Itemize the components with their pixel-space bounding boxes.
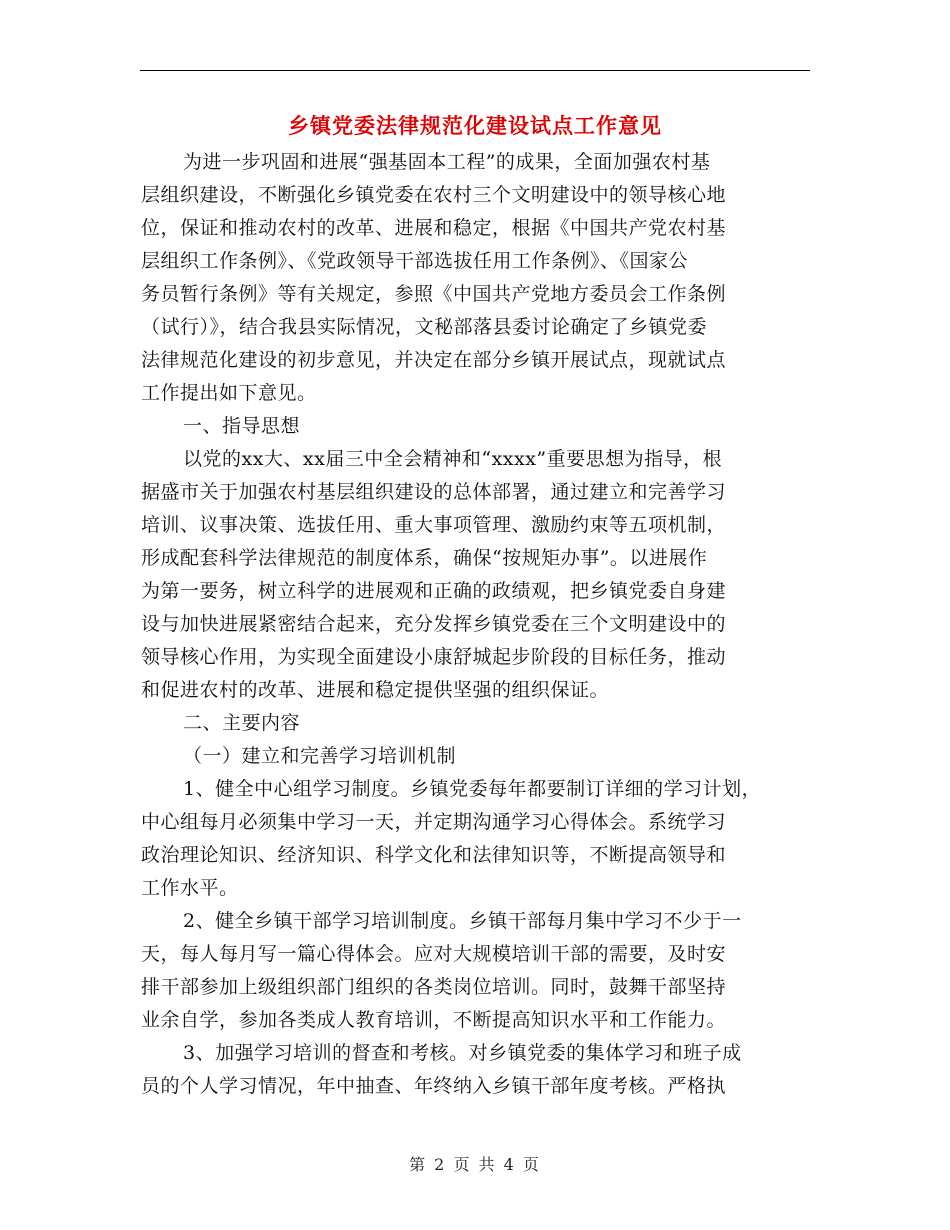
paragraph-line: （试行）》，结合我县实际情况，文秘部落县委讨论确定了乡镇党委 [141, 316, 708, 338]
section-heading: 一、指导思想 [183, 415, 301, 437]
paragraph-line: 3、加强学习培训的督查和考核。对乡镇党委的集体学习和班子成 [183, 1042, 742, 1064]
paragraph-line: 员的个人学习情况，年中抽查、年终纳入乡镇干部年度考核。严格执 [141, 1075, 727, 1097]
paragraph-line: 业余自学，参加各类成人教育培训，不断提高知识水平和工作能力。 [141, 1009, 727, 1031]
page-number: 第 2 页 共 4 页 [409, 1155, 541, 1174]
paragraph-line: 排干部参加上级组织部门组织的各类岗位培训。同时，鼓舞干部坚持 [141, 976, 727, 998]
paragraph-line: 为进一步巩固和进展“强基固本工程”的成果，全面加强农村基 [183, 151, 711, 173]
paragraph-line: 领导核心作用，为实现全面建设小康舒城起步阶段的目标任务，推动 [141, 646, 727, 668]
paragraph-line: 培训、议事决策、选拔任用、重大事项管理、激励约束等五项机制， [141, 514, 727, 536]
paragraph-line: 形成配套科学法律规范的制度体系，确保“按规矩办事”。以进展作 [141, 547, 708, 569]
document-body [141, 146, 813, 1103]
subsection-heading: （一）建立和完善学习培训机制 [183, 745, 457, 767]
paragraph-line: 2、健全乡镇干部学习培训制度。乡镇干部每月集中学习不少于一 [183, 910, 742, 932]
section-heading: 二、主要内容 [183, 712, 301, 734]
paragraph-line: 工作水平。 [141, 877, 239, 899]
paragraph-line: 层组织工作条例》、《党政领导干部选拔任用工作条例》、《国家公 [141, 250, 689, 272]
paragraph-line: 法律规范化建设的初步意见，并决定在部分乡镇开展试点，现就试点 [141, 349, 727, 371]
paragraph-line: 位，保证和推动农村的改革、进展和稳定，根据《中国共产党农村基 [141, 217, 727, 239]
paragraph-line: 层组织建设，不断强化乡镇党委在农村三个文明建设中的领导核心地 [141, 184, 727, 206]
paragraph-line: 以党的xx大、xx届三中全会精神和“xxxx”重要思想为指导，根 [183, 448, 723, 470]
paragraph-line: 设与加快进展紧密结合起来，充分发挥乡镇党委在三个文明建设中的 [141, 613, 727, 635]
paragraph-line: 天，每人每月写一篇心得体会。应对大规模培训干部的需要，及时安 [141, 943, 727, 965]
document-title: 乡镇党委法律规范化建设试点工作意见 [288, 113, 662, 138]
header-rule [140, 70, 810, 71]
paragraph-line: 据盛市关于加强农村基层组织建设的总体部署，通过建立和完善学习 [141, 481, 727, 503]
paragraph-line: 中心组每月必须集中学习一天，并定期沟通学习心得体会。系统学习 [141, 811, 727, 833]
paragraph-line: 为第一要务，树立科学的进展观和正确的政绩观，把乡镇党委自身建 [141, 580, 727, 602]
paragraph-line: 务员暂行条例》等有关规定，参照《中国共产党地方委员会工作条例 [141, 283, 727, 305]
paragraph-line: 和促进农村的改革、进展和稳定提供坚强的组织保证。 [141, 679, 610, 701]
paragraph-line: 1、健全中心组学习制度。乡镇党委每年都要制订详细的学习计划， [183, 778, 762, 800]
paragraph-line: 政治理论知识、经济知识、科学文化和法律知识等，不断提高领导和 [141, 844, 727, 866]
paragraph-line: 工作提出如下意见。 [141, 382, 317, 404]
